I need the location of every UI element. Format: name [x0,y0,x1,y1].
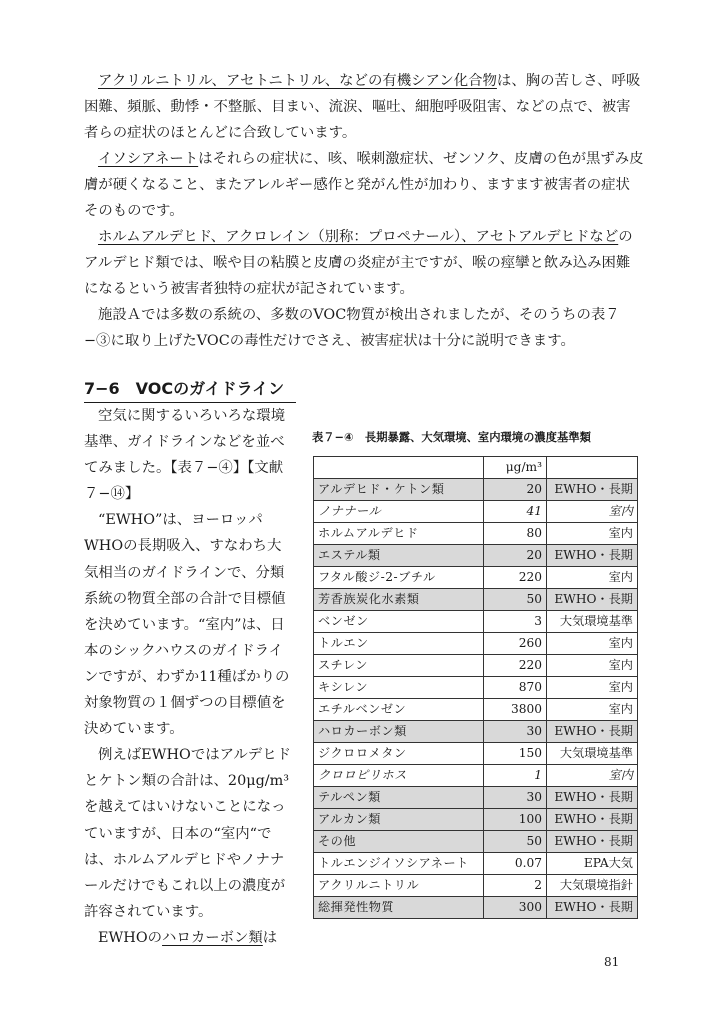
term-aldehydes: ホルムアルデヒド、アクロレイン（別称：プロペナール）、アセトアルデヒドなど [98,229,619,245]
concentration-value: 2 [484,875,547,897]
substance-name: スチレン [314,655,484,677]
standard-category: 室内 [547,677,638,699]
left-paragraph-intro: 空気に関するいろいろな環境基準、ガイドラインなどを並べてみました。【表７−④】【文献７−⑭】 [84,408,286,503]
concentration-value: 80 [484,523,547,545]
standard-category: 室内 [547,765,638,787]
concentration-value: 260 [484,633,547,655]
substance-name: キシレン [314,677,484,699]
table-row [314,721,638,743]
standard-category: 室内 [547,699,638,721]
substance-name: エチルベンゼン [314,699,484,721]
table-row [314,523,638,545]
concentration-value: 1 [484,765,547,787]
standard-category: 大気環境指針 [547,875,638,897]
left-paragraph-ewho: “EWHO”は、ヨーロッパWHOの長期吸入、すなわち大気相当のガイドラインで、分類系統の物質全部の合計で目標値を決めています。“室内”は、日本のシックハウスのガイドラインですが、わずか11種ばかりの対象物質の１個ずつの目標値を決めています。 [84,512,290,738]
substance-name: ベンゼン [314,611,484,633]
header-cell-empty [314,457,484,479]
concentration-value: 150 [484,743,547,765]
table-row [314,479,638,501]
left-paragraph-example: 例えばEWHOではアルデヒドとケトン類の合計は、20μg/m³を越えてはいけないことになっていますが、日本の“室内“では、ホルムアルデヒドやノナナールだけでもこれ以上の濃度が許容されています。 [84,747,291,920]
table-row [314,567,638,589]
substance-name: クロロピリホス [314,765,484,787]
term-halocarbons: ハロカーボン類 [162,929,263,946]
standard-category: 大気環境基準 [547,743,638,765]
substance-name: テルペン類 [314,787,484,809]
table-row [314,787,638,809]
term-organic-cyanide: アクリルニトリル、アセトニトリル、などの有機シアン化合物 [98,73,497,89]
concentration-value: 220 [484,567,547,589]
concentration-value: 220 [484,655,547,677]
substance-name: ホルムアルデヒド [314,523,484,545]
paragraph-cyanide: アクリルニトリル、アセトニトリル、などの有機シアン化合物は、胸の苦しさ、呼吸困難、頻脈、動悸・不整脈、目まい、流涙、嘔吐、細胞呼吸阻害、などの点で、被害者らの症状のほとんどに合致しています。 [84,73,641,141]
concentration-value: 300 [484,897,547,919]
standard-category: EWHO・長期 [547,787,638,809]
concentration-value: 3 [484,611,547,633]
table-row [314,501,638,523]
table-row [314,743,638,765]
concentration-value: 100 [484,809,547,831]
standard-category: EWHO・長期 [547,545,638,567]
substance-name: その他 [314,831,484,853]
substance-name: ハロカーボン類 [314,721,484,743]
standard-category: 室内 [547,633,638,655]
standard-category: 大気環境基準 [547,611,638,633]
table-row [314,655,638,677]
standard-category: 室内 [547,655,638,677]
header-unit: μg/m³ [484,457,547,479]
substance-name: エステル類 [314,545,484,567]
concentration-value: 50 [484,589,547,611]
table-row [314,589,638,611]
substance-name: アクリルニトリル [314,875,484,897]
concentration-value: 20 [484,545,547,567]
substance-name: アルカン類 [314,809,484,831]
concentration-value: 0.07 [484,853,547,875]
paragraph-isocyanate: イソシアネートはそれらの症状に、咳、喉刺激症状、ゼンソク、皮膚の色が黒ずみ皮膚が硬くなること、またアレルギー感作と発がん性が加わり、ますます被害者の症状そのものです。 [84,151,644,219]
table-row [314,897,638,919]
standard-category: EWHO・長期 [547,831,638,853]
substance-name: アルデヒド・ケトン類 [314,479,484,501]
page-number: 81 [604,955,620,969]
substance-name: フタル酸ジ-2-ブチル [314,567,484,589]
concentration-value: 3800 [484,699,547,721]
standard-category: 室内 [547,567,638,589]
table-row [314,853,638,875]
table-row [314,765,638,787]
substance-name: 総揮発性物質 [314,897,484,919]
standard-category: EWHO・長期 [547,479,638,501]
standard-category: EWHO・長期 [547,721,638,743]
substance-name: トルエン [314,633,484,655]
standard-category: EWHO・長期 [547,897,638,919]
standard-category: EPA大気 [547,853,638,875]
standard-category: 室内 [547,501,638,523]
table-row [314,699,638,721]
left-paragraph-tail: EWHOのハロカーボン類は [98,929,278,946]
standard-category: 室内 [547,523,638,545]
substance-name: トルエンジイソシアネート [314,853,484,875]
table-row [314,875,638,897]
header-cell-empty [547,457,638,479]
substance-name: ジクロロメタン [314,743,484,765]
paragraph-facility-a: 施設Ａでは多数の系統の、多数のVOC物質が検出されましたが、そのうちの表７−③に取り上げたVOCの毒性だけでさえ、被害症状は十分に説明できます。 [84,307,620,349]
term-isocyanate: イソシアネート [98,151,199,167]
standard-category: EWHO・長期 [547,809,638,831]
concentration-value: 50 [484,831,547,853]
section-heading: 7−6 VOCのガイドライン [84,378,296,403]
table-row [314,831,638,853]
substance-name: ノナナール [314,501,484,523]
left-text-column [84,403,294,951]
concentration-standards-table [313,456,638,919]
substance-name: 芳香族炭化水素類 [314,589,484,611]
concentration-value: 870 [484,677,547,699]
table-row [314,677,638,699]
table-row [314,633,638,655]
concentration-value: 20 [484,479,547,501]
table-row [314,545,638,567]
paragraph-aldehyde: ホルムアルデヒド、アクロレイン（別称：プロペナール）、アセトアルデヒドなどのアルデヒド類では、喉や目の粘膜と皮膚の炎症が主ですが、喉の痙攣と飲み込み困難になるという被害者独特の症状が記されています。 [84,229,633,297]
concentration-value: 30 [484,721,547,743]
concentration-value: 30 [484,787,547,809]
table-row [314,611,638,633]
standard-category: EWHO・長期 [547,589,638,611]
table-row [314,809,638,831]
concentration-value: 41 [484,501,547,523]
table-header-row [314,457,638,479]
table-caption: 表７−④ 長期暴露、大気環境、室内環境の濃度基準類 [312,431,591,444]
